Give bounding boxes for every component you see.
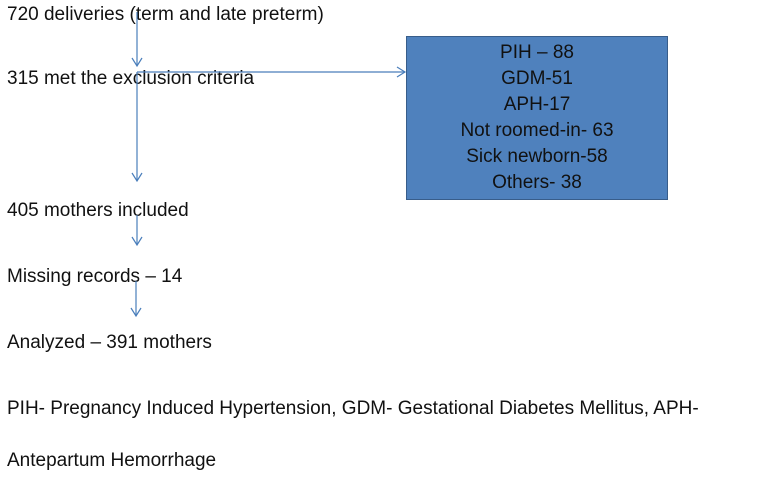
footnote-line-1: PIH- Pregnancy Induced Hypertension, GDM- Gestational Diabetes Mellitus, APH- <box>7 398 699 419</box>
arrowhead-deliveries-to-exclusion <box>132 58 142 66</box>
exclusion-item-others: Others- 38 <box>492 172 582 193</box>
footnote-line-2: Antepartum Hemorrhage <box>7 450 217 471</box>
exclusion-item-not-roomed-in: Not roomed-in- 63 <box>460 120 614 141</box>
exclusion-item-pih: PIH – 88 <box>500 42 574 63</box>
step-included: 405 mothers included <box>7 200 189 221</box>
step-analyzed: Analyzed – 391 mothers <box>7 332 212 353</box>
exclusion-item-sick-newborn: Sick newborn-58 <box>466 146 608 167</box>
arrowhead-to-exclusion-box <box>397 67 405 77</box>
step-missing-records: Missing records – 14 <box>7 266 183 287</box>
arrowhead-to-included <box>132 173 142 181</box>
arrowhead-to-analyzed <box>131 308 141 316</box>
arrowhead-to-missing <box>132 237 142 245</box>
exclusion-item-aph: APH-17 <box>503 94 571 115</box>
step-excluded: 315 met the exclusion criteria <box>7 68 255 89</box>
exclusion-item-gdm: GDM-51 <box>501 68 573 89</box>
step-deliveries: 720 deliveries (term and late preterm) <box>7 4 324 25</box>
exclusion-box <box>406 36 668 200</box>
